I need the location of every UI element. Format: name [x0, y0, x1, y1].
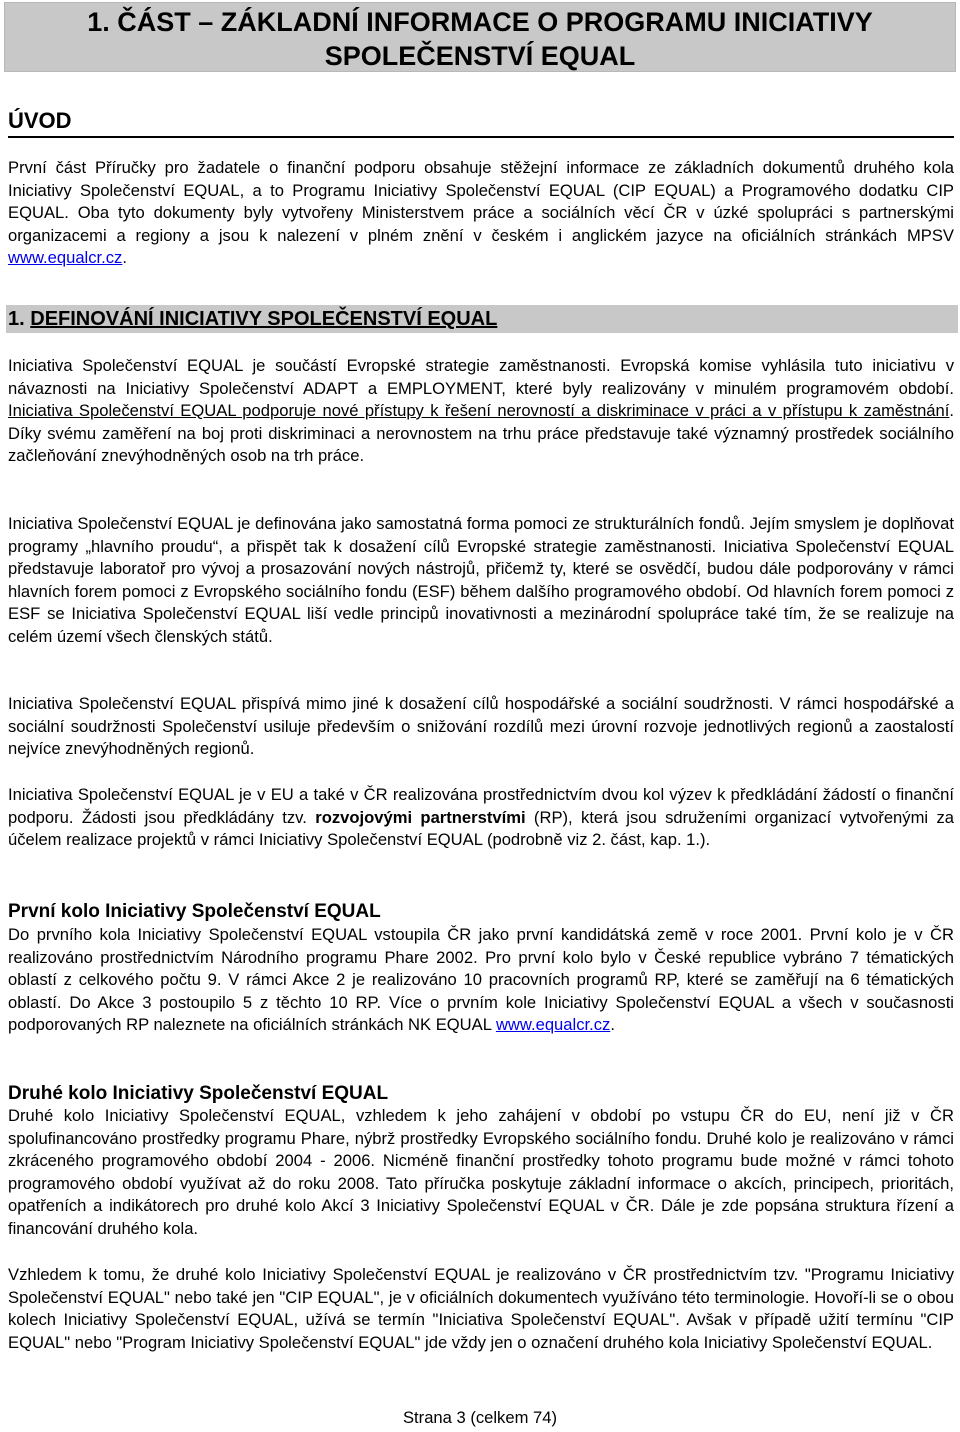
section-1-heading [8, 305, 497, 333]
page-footer: Strana 3 (celkem 74) [402, 1408, 558, 1427]
second-round-paragraph-2: Vzhledem k tomu, že druhé kolo Iniciativy Společenství EQUAL je realizováno v ČR prostřednictvím tzv. "Programu Iniciativy Společenství EQUAL" nebo také jen "CIP EQUAL", je v oficiálních dokumentech využíváno této terminologie. Hovoří-li se o obou kolech Iniciativy Společenství EQUAL, užívá se termín "Iniciativa Společenství EQUAL". Avšak v případě užití termínu "CIP EQUAL" nebo "Program Iniciativy Společenství EQUAL" jde vždy jen o označení druhého kola Iniciativy Společenství EQUAL. [8, 1265, 954, 1352]
second-round-paragraph-1: Druhé kolo Iniciativy Společenství EQUAL, vzhledem k jeho zahájení v období po vstupu ČR do EU, není již v ČR spolufinancováno prostředky programu Phare, nýbrž prostředky Evropského sociálního fondu. Druhé kolo je realizováno v rámci zkráceného programového období 2004 - 2006. Nicméně finanční prostředky tohoto programu bude možné v rámci tohoto programového období využívat až do roku 2008. Tato příručka poskytuje základní informace o akcích, principech, prioritách, opatřeních a indikátorech pro druhé kolo Akcí 3 Iniciativy Společenství EQUAL v ČR. Dále je zde popsána struktura řízení a financování druhého kola. [8, 1106, 954, 1238]
section-1-paragraph-1: Iniciativa Společenství EQUAL je součástí Evropské strategie zaměstnanosti. Evropská komise vyhlásila tuto iniciativu v návaznosti na Iniciativy Společenství ADAPT a EMPLOYMENT, které byly realizovány v minulém programovém období. Iniciativa Společenství EQUAL podporuje nové přístupy k řešení nerovností a diskriminace v práci a v přístupu k zaměstnání. Díky svému zaměření na boj proti diskriminaci a nerovnostem na trhu práce představuje také významný prostředek sociálního začleňování znevýhodněných osob na trh práce. [8, 356, 954, 465]
section-1-paragraph-2: Iniciativa Společenství EQUAL je definována jako samostatná forma pomoci ze strukturálních fondů. Jejím smyslem je doplňovat programy „hlavního proudu“, a přispět tak k dosažení cílů Evropské strategie zaměstnanosti. Iniciativa Společenství EQUAL představuje laboratoř pro vývoj a prosazování nových nástrojů, přičemž ty, které se osvědčí, budou dále podporovány v rámci hlavních forem pomoci z Evropského sociálního fondu (ESF) během dalšího programového období. Od hlavních forem pomoci z ESF se Iniciativa Společenství EQUAL liší vedle principů inovativnosti a mezinárodní spolupráce také tím, že se realizuje na celém území všech členských států. [8, 514, 954, 646]
intro-paragraph: První část Příručky pro žadatele o finanční podporu obsahuje stěžejní informace ze základních dokumentů druhého kola Iniciativy Společenství EQUAL, a to Programu Iniciativy Společenství EQUAL (CIP EQUAL) a Programového dodatku CIP EQUAL. Oba tyto dokumenty byly vytvořeny Ministerstvem práce a sociálních věcí ČR v úzké spolupráci s partnerskými organizacemi a regiony a jsou k nalezení v plném znění v českém i anglickém jazyce na oficiálních stránkách MPSV www.equalcr.cz. [8, 158, 954, 267]
section-1-paragraph-3: Iniciativa Společenství EQUAL přispívá mimo jiné k dosažení cílů hospodářské a sociální soudržnosti. V rámci hospodářské a sociální soudržnosti Společenství usiluje především o snižování rozdílů mezi úrovní rozvoje jednotlivých regionů a zaostalostí nejvíce znevýhodněných regionů. [8, 694, 954, 758]
first-round-heading: První kolo Iniciativy Společenství EQUAL [8, 901, 381, 922]
equalcr-link[interactable]: www.equalcr.cz [8, 248, 123, 267]
bold-term: rozvojovými partnerstvími [315, 807, 526, 827]
equalcr-link-2[interactable]: www.equalcr.cz [495, 1015, 611, 1034]
page-title-line-2: SPOLEČENSTVÍ EQUAL [324, 41, 636, 71]
second-round-heading: Druhé kolo Iniciativy Společenství EQUAL [8, 1083, 389, 1104]
intro-heading: ÚVOD [8, 108, 954, 138]
section-1-title: DEFINOVÁNÍ INICIATIVY SPOLEČENSTVÍ EQUAL [30, 308, 498, 330]
section-1-paragraph-4: Iniciativa Společenství EQUAL je v EU a také v ČR realizována prostřednictvím dvou kol výzev k předkládání žádostí o finanční podporu. Žádosti jsou předkládány tzv. rozvojovými partnerstvími (RP), která jsou sdruženími organizací vytvořenými za účelem realizace projektů v rámci Iniciativy Společenství EQUAL (podrobně viz 2. část, kap. 1.). [8, 785, 954, 849]
section-1-number: 1. [8, 308, 25, 330]
page-title-line-1: 1. ČÁST – ZÁKLADNÍ INFORMACE O PROGRAMU INICIATIVY [87, 7, 873, 37]
key-statement: Iniciativa Společenství EQUAL podporuje nové přístupy k řešení nerovností a diskriminace v práci a v přístupu k zaměstnání [8, 401, 950, 420]
first-round-paragraph: Do prvního kola Iniciativy Společenství EQUAL vstoupila ČR jako první kandidátská země v roce 2001. První kolo je v ČR realizováno prostřednictvím Národního programu Phare 2002. Pro první kolo bylo v České republice vybráno 7 tématických oblastí z celkového počtu 9. V rámci Akce 2 je realizováno 10 pracovních programů RP, které se zaměřují na 6 tématických oblastí. Do Akce 3 postoupilo 5 z těchto 10 RP. Více o prvním kole Iniciativy Společenství EQUAL a všech v současnosti podporovaných RP naleznete na oficiálních stránkách NK EQUAL www.equalcr.cz. [8, 925, 954, 1034]
